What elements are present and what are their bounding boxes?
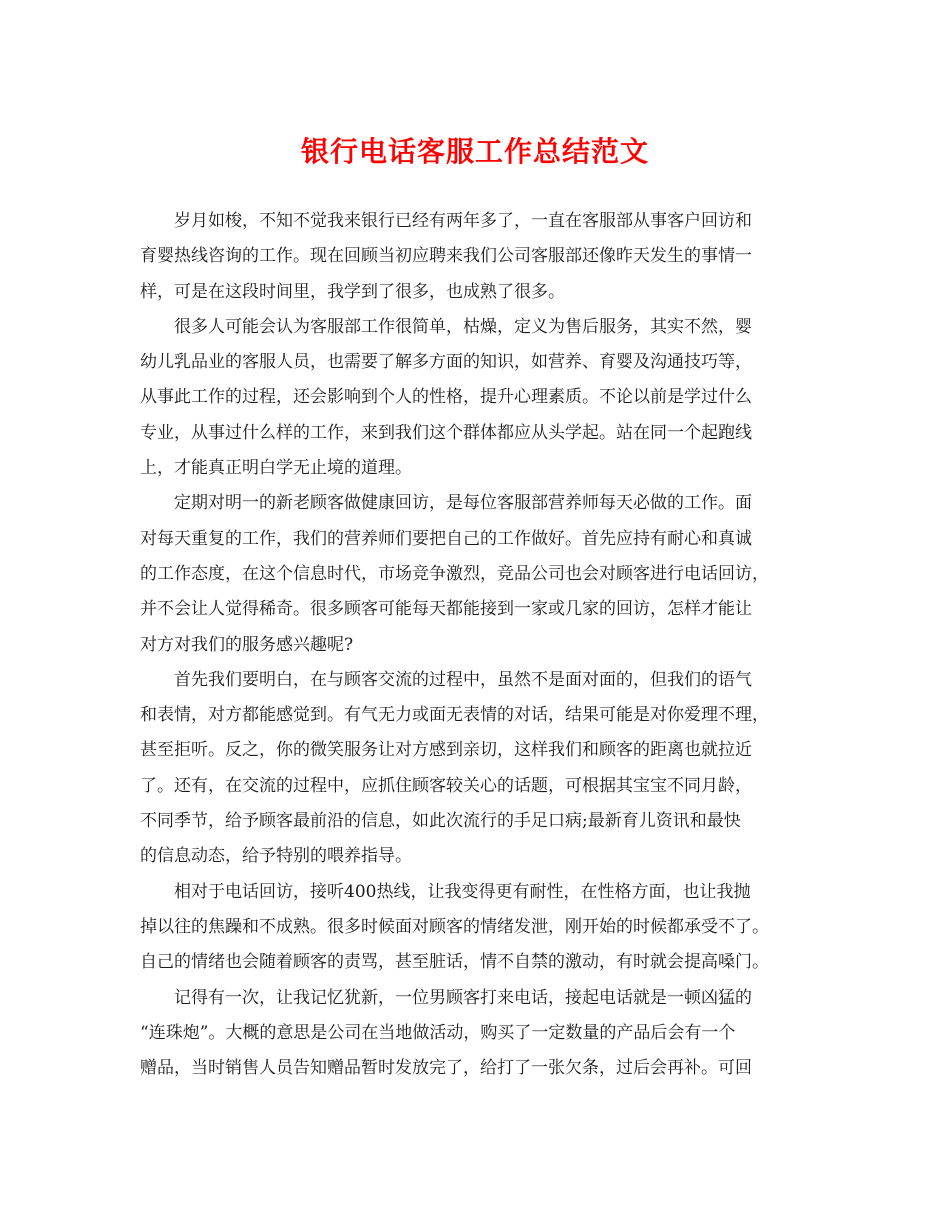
text-line: 样，可是在这段时间里，我学到了很多，也成熟了很多。 [140, 281, 565, 302]
text-line: 不同季节，给予顾客最前沿的信息，如此次流行的手足口病;最新育儿资讯和最快 [140, 811, 741, 832]
text-line: “连珠炮”。大概的意思是公司在当地做活动，购买了一定数量的产品后会有一个 [140, 1022, 736, 1043]
text-line: 育婴热线咨询的工作。现在回顾当初应聘来我们公司客服部还像昨天发生的事情一 [140, 246, 752, 267]
text-line: 的工作态度，在这个信息时代，市场竞争激烈，竞品公司也会对顾客进行电话回访， [140, 563, 769, 584]
text-line: 自己的情绪也会随着顾客的责骂，甚至脏话，情不自禁的激动，有时就会提高嗓门。 [140, 952, 769, 973]
text-line: 上，才能真正明白学无止境的道理。 [140, 458, 412, 479]
document-title: 银行电话客服工作总结范文 [300, 135, 649, 168]
text-line: 从事此工作的过程，还会影响到个人的性格，提升心理素质。不论以前是学过什么 [140, 387, 752, 408]
text-line: 赠品，当时销售人员告知赠品暂时发放完了，给打了一张欠条，过后会再补。可回 [140, 1058, 752, 1079]
text-line: 相对于电话回访，接听400热线，让我变得更有耐性，在性格方面，也让我抛 [174, 881, 751, 902]
text-line: 的信息动态，给予特别的喂养指导。 [140, 846, 412, 867]
text-line: 对每天重复的工作，我们的营养师们要把自己的工作做好。首先应持有耐心和真诚 [140, 528, 752, 549]
text-line: 很多人可能会认为客服部工作很简单，枯燥，定义为售后服务，其实不然，婴 [174, 316, 752, 337]
text-line: 甚至拒听。反之，你的微笑服务让对方感到亲切，这样我们和顾客的距离也就拉近 [140, 740, 752, 761]
document-body [140, 204, 820, 1086]
text-line: 专业，从事过什么样的工作，来到我们这个群体都应从头学起。站在同一个起跑线 [140, 422, 752, 443]
text-line: 定期对明一的新老顾客做健康回访，是每位客服部营养师每天必做的工作。面 [174, 493, 752, 514]
text-line: 和表情，对方都能感觉到。有气无力或面无表情的对话，结果可能是对你爱理不理， [140, 705, 769, 726]
text-line: 掉以往的焦躁和不成熟。很多时候面对顾客的情绪发泄，刚开始的时候都承受不了。 [140, 916, 769, 937]
text-line: 岁月如梭，不知不觉我来银行已经有两年多了，一直在客服部从事客户回访和 [174, 211, 752, 231]
text-line: 了。还有，在交流的过程中，应抓住顾客较关心的话题，可根据其宝宝不同月龄， [140, 775, 752, 796]
text-line: 首先我们要明白，在与顾客交流的过程中，虽然不是面对面的，但我们的语气 [174, 669, 752, 690]
text-line: 对方对我们的服务感兴趣呢? [140, 634, 354, 655]
text-line: 记得有一次，让我记忆犹新，一位男顾客打来电话，接起电话就是一顿凶猛的 [174, 987, 752, 1008]
text-line: 并不会让人觉得稀奇。很多顾客可能每天都能接到一家或几家的回访，怎样才能让 [140, 599, 752, 620]
text-line: 幼儿乳品业的客服人员，也需要了解多方面的知识，如营养、育婴及沟通技巧等， [140, 352, 752, 373]
